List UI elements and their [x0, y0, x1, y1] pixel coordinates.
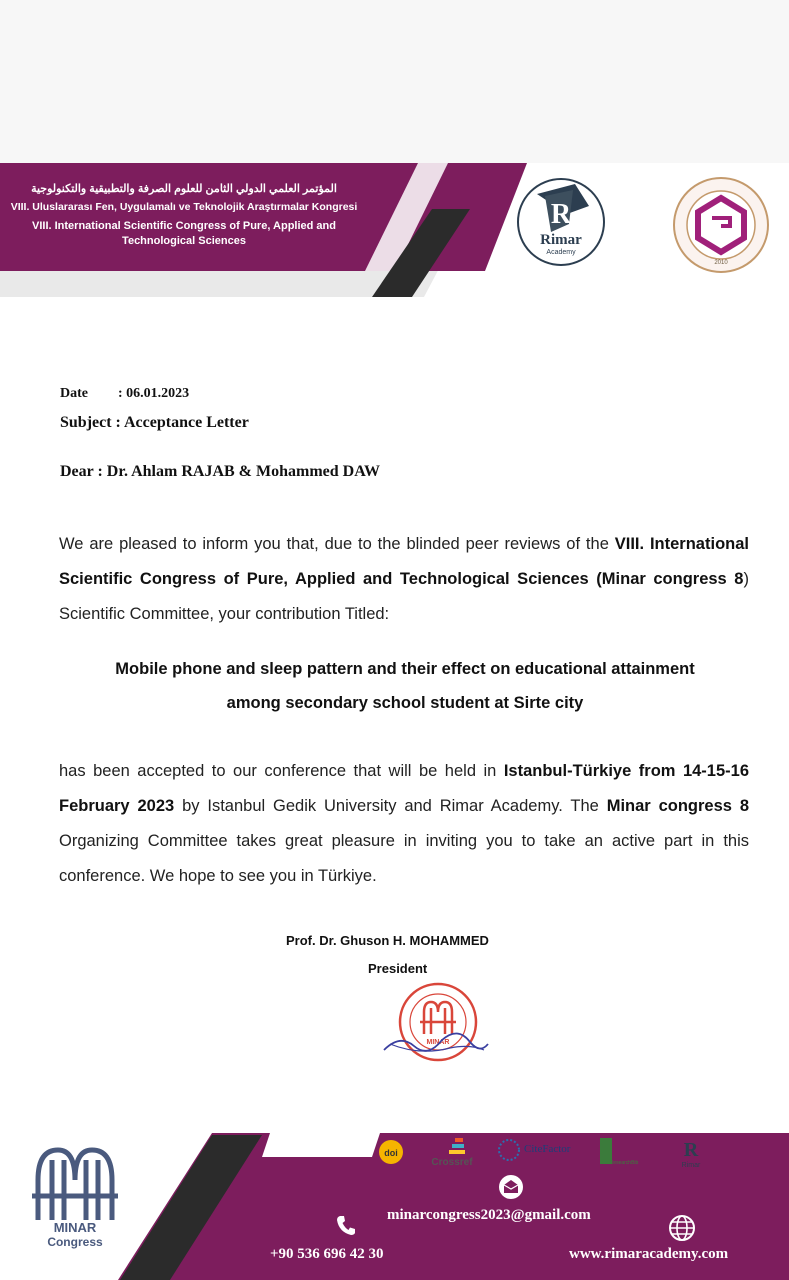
minar-logo-line2: Congress	[47, 1235, 103, 1249]
indexing-partner-logos	[378, 1136, 708, 1170]
svg-text:R: R	[550, 199, 572, 230]
svg-text:ResearchBib: ResearchBib	[609, 1160, 639, 1166]
svg-text:Rimar: Rimar	[681, 1162, 701, 1169]
salutation: Dear : Dr. Ahlam RAJAB & Mohammed DAW	[60, 463, 380, 480]
turkish-title: VIII. Uluslararası Fen, Uygulamalı ve Teknolojik Araştırmalar Kongresi	[10, 201, 358, 213]
date-label: Date	[60, 386, 88, 401]
congress-stamp-seal	[380, 978, 490, 1066]
istanbul-gedik-university-seal	[672, 176, 770, 274]
contact-phone[interactable]: +90 536 696 42 30	[270, 1246, 384, 1262]
doi-logo	[379, 1140, 403, 1164]
p1-minar-congress: Minar congress 8	[601, 570, 744, 588]
svg-text:R: R	[683, 1139, 699, 1161]
phone-icon	[333, 1212, 359, 1238]
website-link[interactable]: www.rimaracademy.com	[569, 1246, 729, 1262]
invitation-paragraph	[59, 754, 749, 894]
paper-title	[60, 652, 750, 720]
rimar-logo-name: Rimar	[540, 232, 582, 248]
svg-text:doi: doi	[384, 1148, 398, 1158]
globe-icon	[668, 1214, 696, 1242]
p2-text-e: Organizing Committee takes great pleasure in inviting you to take an active part in this conference. We hope to see you in Türkiye.	[59, 832, 749, 885]
paper-title-line2: among secondary school student at Sirte city	[226, 694, 584, 712]
acceptance-paragraph	[59, 527, 749, 632]
contact-email[interactable]: minarcongress2023@gmail.com	[387, 1207, 591, 1223]
svg-text:CiteFactor: CiteFactor	[524, 1143, 571, 1155]
p2-text-c: by Istanbul Gedik University and Rimar Academy. The	[174, 797, 607, 815]
paper-title-line1: Mobile phone and sleep pattern and their effect on educational attainment	[115, 660, 695, 678]
email-icon	[498, 1174, 524, 1200]
p2-text-a: has been accepted to our conference that will be held in	[59, 762, 504, 780]
rimar-logo-sub: Academy	[546, 249, 576, 256]
p2-location-date: Istanbul-Türkiye from 14-15-16 February 2023	[59, 762, 749, 815]
researchbib-logo	[600, 1138, 639, 1166]
date-value: : 06.01.2023	[118, 386, 190, 401]
citefactor-logo	[499, 1140, 571, 1160]
rimar-academy-logo	[515, 176, 607, 268]
rimar-small-logo	[682, 1139, 701, 1169]
p1-text-a: We are pleased to inform you that, due to the blinded peer reviews of the	[59, 535, 615, 553]
crossref-logo	[431, 1138, 473, 1168]
top-margin	[0, 0, 789, 163]
signatory-role: President	[368, 961, 428, 976]
signatory-name: Prof. Dr. Ghuson H. MOHAMMED	[286, 933, 489, 948]
gedik-seal-year: 2010	[714, 260, 728, 266]
english-title-line2: Technological Sciences	[122, 235, 246, 247]
p2-minar-congress: Minar congress 8	[606, 797, 749, 815]
p1-congress-name: VIII. International Scientific Congress of Pure, Applied and Technological Sciences	[59, 535, 749, 588]
minar-congress-logo	[28, 1140, 122, 1250]
p1-paren-open: (	[588, 570, 602, 588]
p1-text-e: ) Scientific Committee, your contribution Titled:	[59, 570, 749, 623]
subject-line: Subject : Acceptance Letter	[60, 414, 249, 431]
svg-text:Crossref: Crossref	[431, 1157, 473, 1168]
seal-text: MINAR	[426, 1039, 450, 1046]
minar-logo-line1: MINAR	[53, 1220, 97, 1235]
arabic-title: المؤتمر العلمي الدولي الثامن للعلوم الصرفة والتطبيقية والتكنولوجية	[31, 183, 337, 195]
congress-titles	[0, 182, 384, 249]
english-title-line1: VIII. International Scientific Congress of Pure, Applied and	[32, 220, 336, 232]
